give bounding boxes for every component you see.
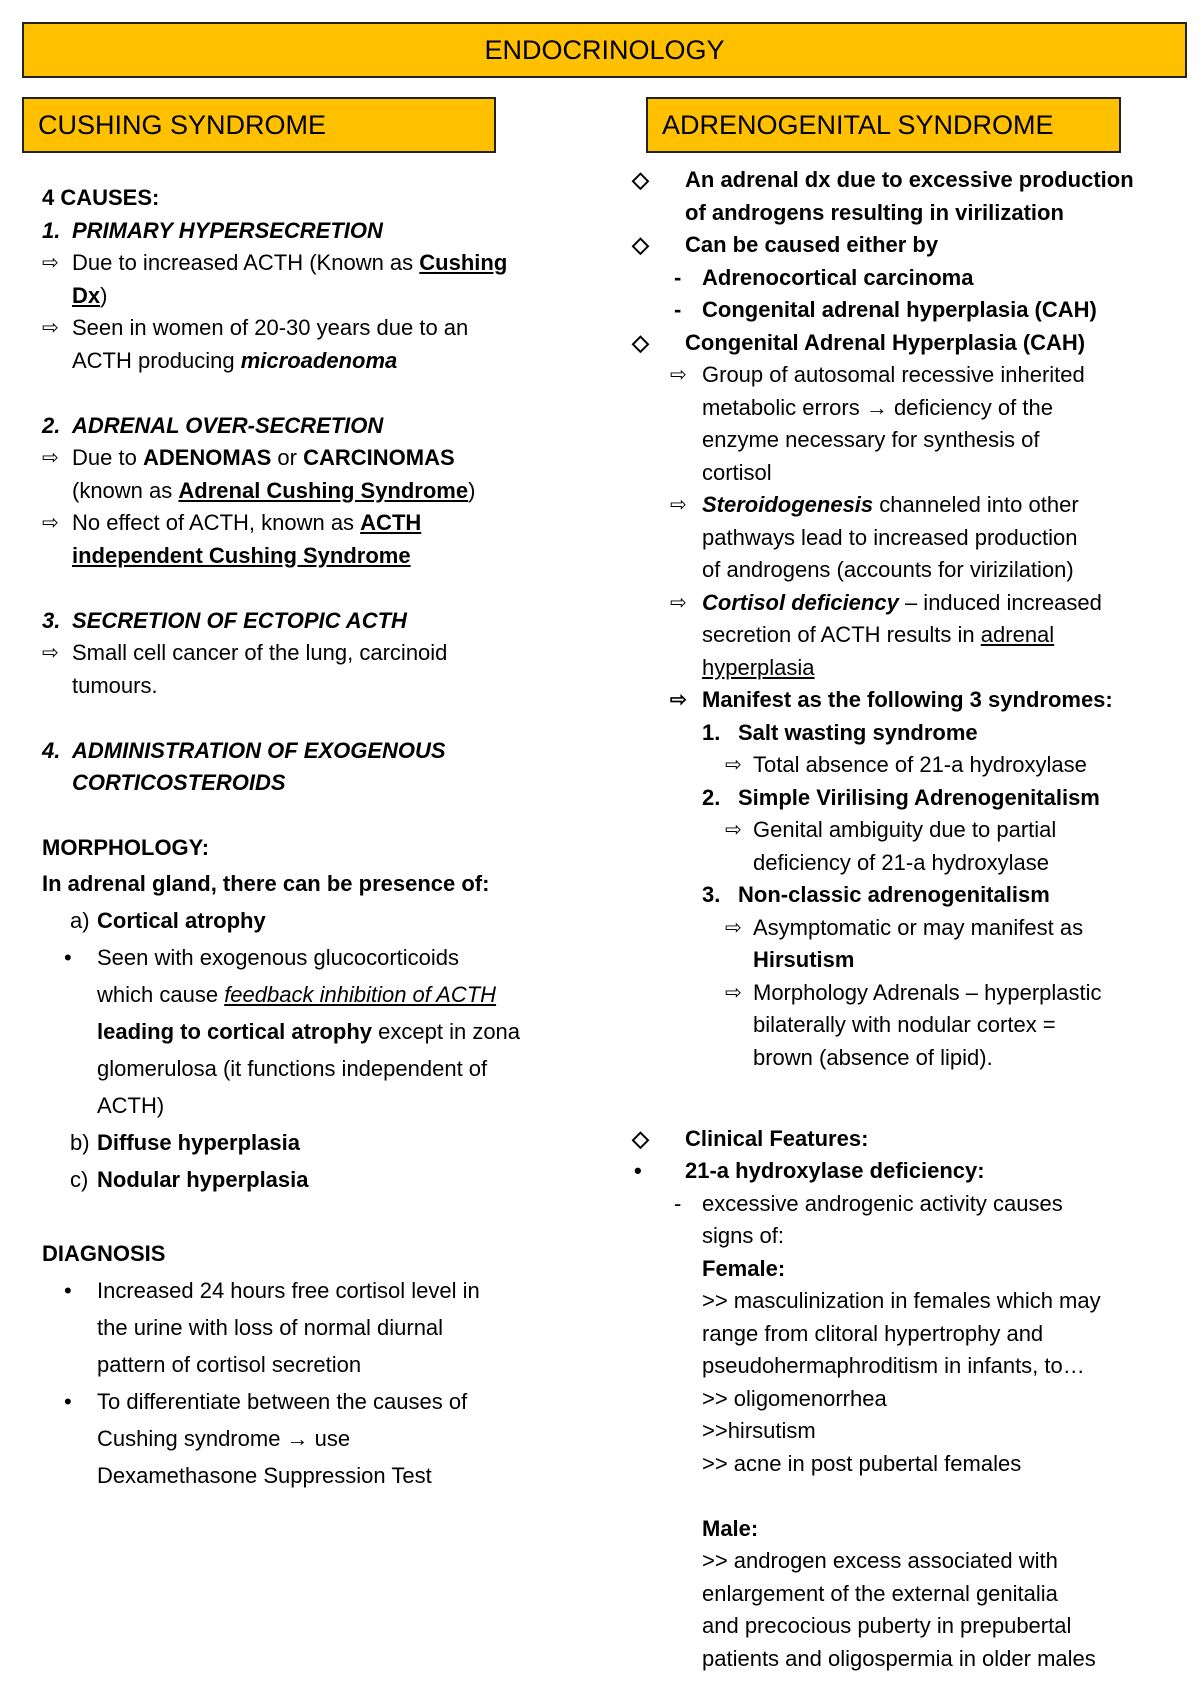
diagnosis-1-line-1: Increased 24 hours free cortisol level in [97,1277,480,1303]
ags-point-1-line-1: An adrenal dx due to excessive production [685,167,1134,192]
morphology-a-line-5: ACTH) [97,1092,165,1118]
ags-point-2-text: Can be caused either by [685,232,939,257]
morphology-b-text: Diffuse hyperplasia [97,1129,300,1155]
diagnosis-2-cont [42,1420,562,1457]
cause-3-title [42,605,562,638]
cause-1-a-underline-2: Dx [72,282,101,308]
arrow-icon: ⇨ [725,916,742,939]
cah-c [630,587,1175,620]
morphology-a-line-2-underline: feedback inhibition of ACTH [224,981,497,1007]
ags-point-1-line-2: of androgens resulting in virilization [685,199,1064,225]
diagnosis-2 [42,1383,562,1420]
clinical-signs-cont [630,1220,1175,1253]
cause-1-a-close: ) [100,282,108,308]
ags-point-2-a-text: Adrenocortical carcinoma [702,264,974,290]
arrow-icon: ⇨ [42,642,59,664]
female-line-2 [630,1318,1175,1351]
cause-2-a2-text: (known as [72,477,179,503]
cah-b-cont-2 [630,554,1175,587]
adrenogenital-heading-text: ADRENOGENITAL SYNDROME [662,109,1054,140]
arrow-icon: ⇨ [42,317,59,339]
causes-heading: 4 CAUSES: [42,185,160,210]
bullet-icon: • [634,1158,642,1183]
cause-1-b-emphasis: microadenoma [240,347,398,373]
cah-c-line-2: secretion of ACTH results in [702,622,981,647]
arrow-icon: ⇨ [725,981,742,1004]
syndrome-3-number: 3. [702,882,721,907]
morphology-a-line-3-bold: leading to cortical atrophy [97,1018,373,1044]
cah-a-cont-2 [630,424,1175,457]
syndrome-2-a-line-2: deficiency of 21-a hydroxylase [753,849,1049,875]
diagnosis-1 [42,1272,562,1309]
ags-point-2 [630,229,1175,262]
syndrome-1-a [630,749,1175,782]
clinical-deficiency [630,1155,1175,1188]
cah-c-underline: adrenal [980,622,1055,647]
cause-3-title-text: SECRETION OF ECTOPIC ACTH [72,607,407,633]
ags-point-2-b [630,294,1175,327]
syndrome-3-b-cont-2 [630,1042,1175,1075]
morphology-a-bullet-3 [42,1013,562,1050]
cause-2-a-bold-1: ADENOMAS [142,445,272,470]
cause-2-b-underline-2: independent Cushing Syndrome [72,542,411,568]
morphology-c-label: c) [70,1166,89,1192]
cah-c-cont [630,619,1175,652]
female-line-1 [630,1285,1175,1318]
cah-c-underline-2: hyperplasia [702,654,815,680]
dash-icon: - [674,1190,682,1216]
cah-c-line-1: – induced increased [898,589,1102,615]
cause-1-title [42,215,562,248]
syndrome-3-b-cont [630,1009,1175,1042]
cause-3-point-a-cont [42,670,562,703]
cah-b-cont [630,522,1175,555]
syndrome-2-a [630,814,1175,847]
cah-c-cont-2 [630,652,1175,685]
cause-3-a-text: Small cell cancer of the lung, carcinoid [72,640,448,665]
ags-point-1-cont [630,197,1175,230]
cause-1-a-text: Due to increased ACTH (Known as [72,250,420,275]
cause-2-point-a-cont [42,475,562,508]
cause-1-point-a-cont [42,280,562,313]
syndrome-3 [630,879,1175,912]
female-line-1-text: >> masculinization in females which may [702,1288,1101,1313]
syndrome-3-a-line-1: Asymptomatic or may manifest as [753,914,1084,940]
adrenogenital-column [630,164,1175,1675]
cause-4-number: 4. [42,737,61,763]
morphology-b-label: b) [70,1129,90,1155]
cause-2-a2-close: ) [468,477,476,503]
cause-2-title [42,410,562,443]
cause-2-a-text: Due to [72,445,143,470]
cause-2-a2-underline: Adrenal Cushing Syndrome [178,477,469,503]
female-label [630,1253,1175,1286]
cah-d [630,684,1175,717]
diamond-bullet-icon: ◇ [632,232,649,257]
cause-4-title [42,735,562,768]
clinical-deficiency-text: 21-a hydroxylase deficiency: [685,1158,985,1183]
cause-2-a-bold-2: CARCINOMAS [303,445,455,470]
cushing-column [42,182,562,1494]
syndrome-3-a-cont [630,944,1175,977]
syndrome-3-a [630,912,1175,945]
syndrome-3-b-line-2: bilaterally with nodular cortex = [753,1012,1056,1037]
diagnosis-heading: DIAGNOSIS [42,1240,166,1266]
syndrome-2 [630,782,1175,815]
ags-point-3 [630,327,1175,360]
clinical-features [630,1123,1175,1156]
female-line-6-text: >> acne in post pubertal females [702,1450,1022,1476]
syndrome-3-text: Non-classic adrenogenitalism [738,882,1050,907]
female-line-5 [630,1415,1175,1448]
syndrome-2-a-cont [630,847,1175,880]
morphology-a [42,902,562,939]
morphology-a-bullet-4 [42,1050,562,1087]
cause-2-b-underline: ACTH [360,510,422,535]
cause-4-title-text-2: CORTICOSTEROIDS [72,770,286,795]
male-line-1-text: >> androgen excess associated with [702,1548,1058,1573]
cah-b [630,489,1175,522]
syndrome-1-number: 1. [702,719,721,745]
female-label-text: Female: [702,1255,786,1281]
cause-1-point-b [42,312,562,345]
ags-point-1 [630,164,1175,197]
clinical-signs-line-1: excessive androgenic activity causes [702,1190,1063,1216]
cause-2-point-a [42,442,562,475]
diagnosis-1-line-2: the urine with loss of normal diurnal [97,1314,444,1340]
diamond-bullet-icon: ◇ [632,329,649,355]
cause-2-b-text: No effect of ACTH, known as [72,510,361,535]
syndrome-1 [630,717,1175,750]
page-title [22,22,1187,78]
female-line-3-text: pseudohermaphroditism in infants, to… [702,1353,1085,1378]
cause-4-title-cont [42,767,562,800]
page-title-text: ENDOCRINOLOGY [484,34,725,65]
cah-a-line-4: cortisol [702,459,772,485]
arrow-icon: ⇨ [670,364,687,386]
cah-b-line-3: of androgens (accounts for virizilation) [702,557,1074,582]
morphology-heading: MORPHOLOGY: [42,835,210,860]
arrow-icon: ⇨ [725,754,742,776]
cause-3-point-a [42,637,562,670]
female-line-3 [630,1350,1175,1383]
syndrome-3-b [630,977,1175,1010]
syndrome-1-a-text: Total absence of 21-a hydroxylase [753,752,1087,777]
cause-1-point-b-cont [42,345,562,378]
male-line-3-text: and precocious puberty in prepubertal [702,1613,1072,1638]
cause-2-a-or: or [271,445,304,470]
cushing-heading-text: CUSHING SYNDROME [38,109,327,140]
female-line-5-text: >>hirsutism [702,1418,816,1443]
cah-a-cont [630,392,1175,425]
male-line-3 [630,1610,1175,1643]
morphology-a-bullet [42,939,562,976]
cause-3-number: 3. [42,607,61,633]
cause-2-point-b [42,507,562,540]
morphology-c [42,1161,562,1198]
cah-c-emphasis: Cortisol deficiency [702,589,899,615]
ags-point-3-text: Congenital Adrenal Hyperplasia (CAH) [685,329,1086,355]
bullet-icon: • [64,1277,72,1303]
arrow-icon: ⇨ [670,494,687,516]
male-line-2 [630,1578,1175,1611]
diamond-bullet-icon: ◇ [632,1125,649,1151]
arrow-icon: ⇨ [42,447,59,469]
cause-2-point-b-cont [42,540,562,573]
cause-2-number: 2. [42,412,61,438]
morphology-a-text: Cortical atrophy [97,907,266,933]
cause-1-a-underline: Cushing [419,250,508,275]
cause-1-b-text: Seen in women of 20-30 years due to an [72,315,469,340]
morphology-a-label: a) [70,907,90,933]
arrow-icon: ⇨ [670,689,687,711]
morphology-intro: In adrenal gland, there can be presence of: [42,870,490,896]
cah-b-line-1: channeled into other [873,492,1079,517]
clinical-signs [630,1188,1175,1221]
diagnosis-2-cont-2 [42,1457,562,1494]
morphology-b [42,1124,562,1161]
bullet-icon: • [64,1388,72,1414]
section-heading-adrenogenital [646,97,1121,153]
cah-b-line-2: pathways lead to increased production [702,524,1078,550]
female-line-4 [630,1383,1175,1416]
syndrome-3-a-line-2: Hirsutism [753,947,855,972]
female-line-4-text: >> oligomenorrhea [702,1385,887,1411]
section-heading-cushing [22,97,496,153]
morphology-a-line-3: except in zona [372,1018,521,1044]
diamond-bullet-icon: ◇ [632,167,649,192]
arrow-icon: ⇨ [670,591,687,614]
cah-a-cont-3 [630,457,1175,490]
morphology-a-bullet-2 [42,976,562,1013]
female-line-2-text: range from clitoral hypertrophy and [702,1320,1044,1346]
cah-a [630,359,1175,392]
syndrome-3-b-line-1: Morphology Adrenals – hyperplastic [753,979,1102,1005]
morphology-a-bullet-5 [42,1087,562,1124]
cause-4-title-text: ADMINISTRATION OF EXOGENOUS [72,737,446,763]
diagnosis-1-line-3: pattern of cortisol secretion [97,1351,362,1377]
diagnosis-2-line-3: Dexamethasone Suppression Test [97,1462,432,1488]
male-line-2-text: enlargement of the external genitalia [702,1580,1058,1606]
diagnosis-1-cont [42,1309,562,1346]
cah-a-line-1: Group of autosomal recessive inherited [702,362,1085,387]
morphology-a-line-2: which cause [97,981,225,1007]
male-label [630,1513,1175,1546]
clinical-features-heading: Clinical Features: [685,1125,869,1151]
bullet-icon: • [64,944,72,970]
syndrome-3-b-line-3: brown (absence of lipid). [753,1044,993,1070]
arrow-icon: ⇨ [725,819,742,841]
cah-a-line-2: metabolic errors → deficiency of the [702,394,1053,420]
cah-b-emphasis: Steroidogenesis [702,492,874,517]
morphology-a-line-4: glomerulosa (it functions independent of [97,1055,488,1081]
cause-1-b-text-2: ACTH producing [72,347,241,373]
syndrome-1-text: Salt wasting syndrome [738,719,978,745]
male-line-4-text: patients and oligospermia in older males [702,1645,1096,1671]
arrow-icon: ⇨ [42,252,59,274]
syndrome-2-number: 2. [702,784,721,810]
cause-1-number: 1. [42,217,61,243]
morphology-a-line-1: Seen with exogenous glucocorticoids [97,944,460,970]
morphology-c-text: Nodular hyperplasia [97,1166,309,1192]
dash-icon: - [674,264,682,290]
male-label-text: Male: [702,1515,759,1541]
syndrome-2-a-line-1: Genital ambiguity due to partial [753,817,1057,842]
diagnosis-1-cont-2 [42,1346,562,1383]
dash-icon: - [674,297,682,322]
diagnosis-2-line-2: Cushing syndrome → use [97,1425,351,1451]
ags-point-2-b-text: Congenital adrenal hyperplasia (CAH) [702,297,1097,322]
syndrome-2-text: Simple Virilising Adrenogenitalism [738,784,1100,810]
male-line-4 [630,1643,1175,1676]
cah-d-text: Manifest as the following 3 syndromes: [702,687,1113,712]
cah-a-line-3: enzyme necessary for synthesis of [702,427,1040,452]
cause-2-title-text: ADRENAL OVER-SECRETION [72,412,384,438]
cause-1-title-text: PRIMARY HYPERSECRETION [72,217,383,243]
male-line-1 [630,1545,1175,1578]
diagnosis-2-line-1: To differentiate between the causes of [97,1388,468,1414]
female-line-6 [630,1448,1175,1481]
clinical-signs-line-2: signs of: [702,1223,784,1248]
arrow-icon: ⇨ [42,512,59,534]
ags-point-2-a [630,262,1175,295]
cause-3-a-text-2: tumours. [72,672,158,698]
cause-1-point-a [42,247,562,280]
